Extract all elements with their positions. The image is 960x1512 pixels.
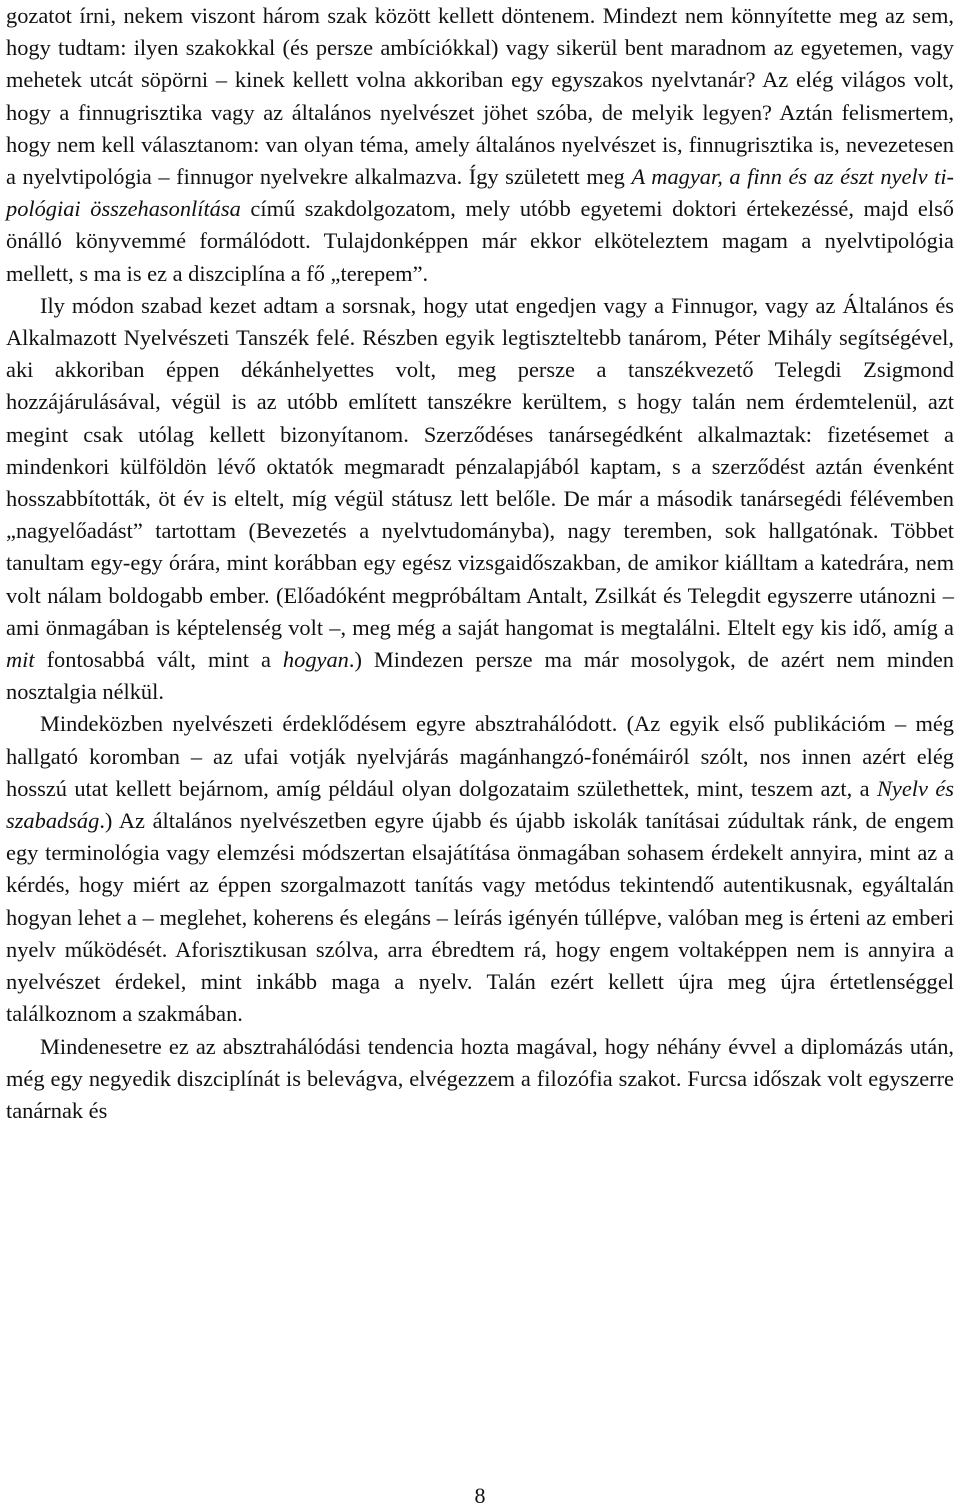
paragraph-3 — [6, 708, 954, 1030]
p3-title-italic: Nyelv és szabadság — [6, 775, 954, 834]
p2-italic-hogyan: hogyan — [282, 647, 349, 673]
p1-title-italic: A magyar, a finn és az észt nyelv tipológiai összehasonlítása — [6, 164, 955, 222]
p3-text-1: Mindeközben nyelvészeti érdeklődésem egyre absztrahálódott. (Az egyik első publikációm – még hallgató koromban – az ufai votják nyelvjárás magánhangzó-fonémáiról szólt, nos innen azért elég hosszú utat kellett bejárnom, amíg például olyan dolgozataim születhettek, mint, teszem azt, a — [6, 711, 954, 801]
p3-text-2: .) Az általános nyelvészetben egyre újabb és újabb iskolák tanításai zúdultak ránk, de engem egy terminológia vagy elemzési módszertan elsajátítása önmagában sohasem érdekelt annyira, mint az a kérdés, hogy miért az éppen szorgalmazott tanítás vagy metódus tekintendő autentikusnak, egyáltalán hogyan lehet a – meglehet, koherens és elegáns – leírás igényén túllépve, valóban meg is érteni az emberi nyelv működését. Aforisztikusan szólva, arra ébredtem rá, hogy engem voltaképpen nem is annyira a nyelvészet érdekel, mint inkább maga a nyelv. Talán ezért kellett újra meg újra értetlenséggel találkoznom a szakmában. — [6, 808, 954, 1027]
paragraph-1 — [6, 0, 954, 290]
document-page — [6, 0, 954, 1127]
p2-text-2: fontosabbá vált, mint a — [34, 647, 283, 673]
p2-text-1: Ily módon szabad kezet adtam a sorsnak, hogy utat engedjen vagy a Finnugor, vagy az Általános és Alkalmazott Nyelvészeti Tanszék felé. Részben egyik legtiszteltebb tanárom, Péter Mihály segítségével, aki akkoriban éppen dékánhelyettes volt, meg persze a tanszékvezető Telegdi Zsigmond hozzájárulásával, végül is az utóbb említett tanszékre kerültem, s hogy talán nem érdemtelenül, azt megint csak utólag kellett bizonyítanom. Szerződéses tanársegédként alkalmaztak: fizetésemet a mindenkori külföldön lévő oktatók megmaradt pénzalapjából kaptam, s a szerződést aztán évenként hosszabbították, öt év is eltelt, míg végül státusz lett belőle. De már a második tanársegédi félévemben „nagyelőadást” tartottam (Bevezetés a nyelvtudományba), nagy teremben, sok hallgatónak. Többet tanultam egy-egy órára, mint korábban egy egész vizsgaidőszakban, de amikor kiálltam a katedrára, nem volt nálam boldogabb ember. (Előadóként megpróbáltam Antalt, Zsilkát és Telegdit egyszerre utánozni – ami önmagában is képtelenség volt –, meg még a saját hangomat is megtalálni. Eltelt egy kis idő, amíg a — [6, 292, 954, 640]
paragraph-2 — [6, 290, 954, 709]
p1-text-1: gozatot írni, nekem viszont három szak között kellett döntenem. Mindezt nem könnyítette meg az sem, hogy tudtam: ilyen szakokkal (és persze ambíciókkal) vagy sikerül bent maradnom az egyetemen, vagy mehetek utcát söpörni – kinek kellett volna akkoriban egy egyszakos nyelvtanár? Az elég világos volt, hogy a finnugrisztika vagy az általános nyelvészet jöhet szóba, de melyik legyen? Aztán felismertem, hogy nem kell választanom: van olyan téma, amely általános nyelvészet is, finnugrisztika is, nevezetesen a nyelvtipológia – finnugor nyelvekre alkalmazva. Így született meg — [6, 3, 954, 190]
page-number: 8 — [474, 1483, 486, 1508]
p1-text-2: című szakdolgozatom, mely utóbb egyetemi doktori értekezéssé, majd első önálló könyvemmé formálódott. Tulajdonképpen már ekkor elköteleztem magam a nyelvtipológia mellett, s ma is ez a diszciplína a fő „terepem”. — [6, 196, 955, 286]
paragraph-4 — [6, 1031, 954, 1128]
p2-text-3: .) Mindezen persze ma már mosolygok, de azért nem minden nosztalgia nélkül. — [6, 647, 955, 705]
p4-text-1: Mindenesetre ez az absztrahálódási tendencia hozta magával, hogy néhány évvel a diplomázás után, még egy negyedik diszciplínát is belevágva, elvégezzem a filozófia szakot. Furcsa időszak volt egyszerre tanárnak és — [6, 1033, 954, 1123]
p2-italic-mit: mit — [6, 647, 35, 673]
